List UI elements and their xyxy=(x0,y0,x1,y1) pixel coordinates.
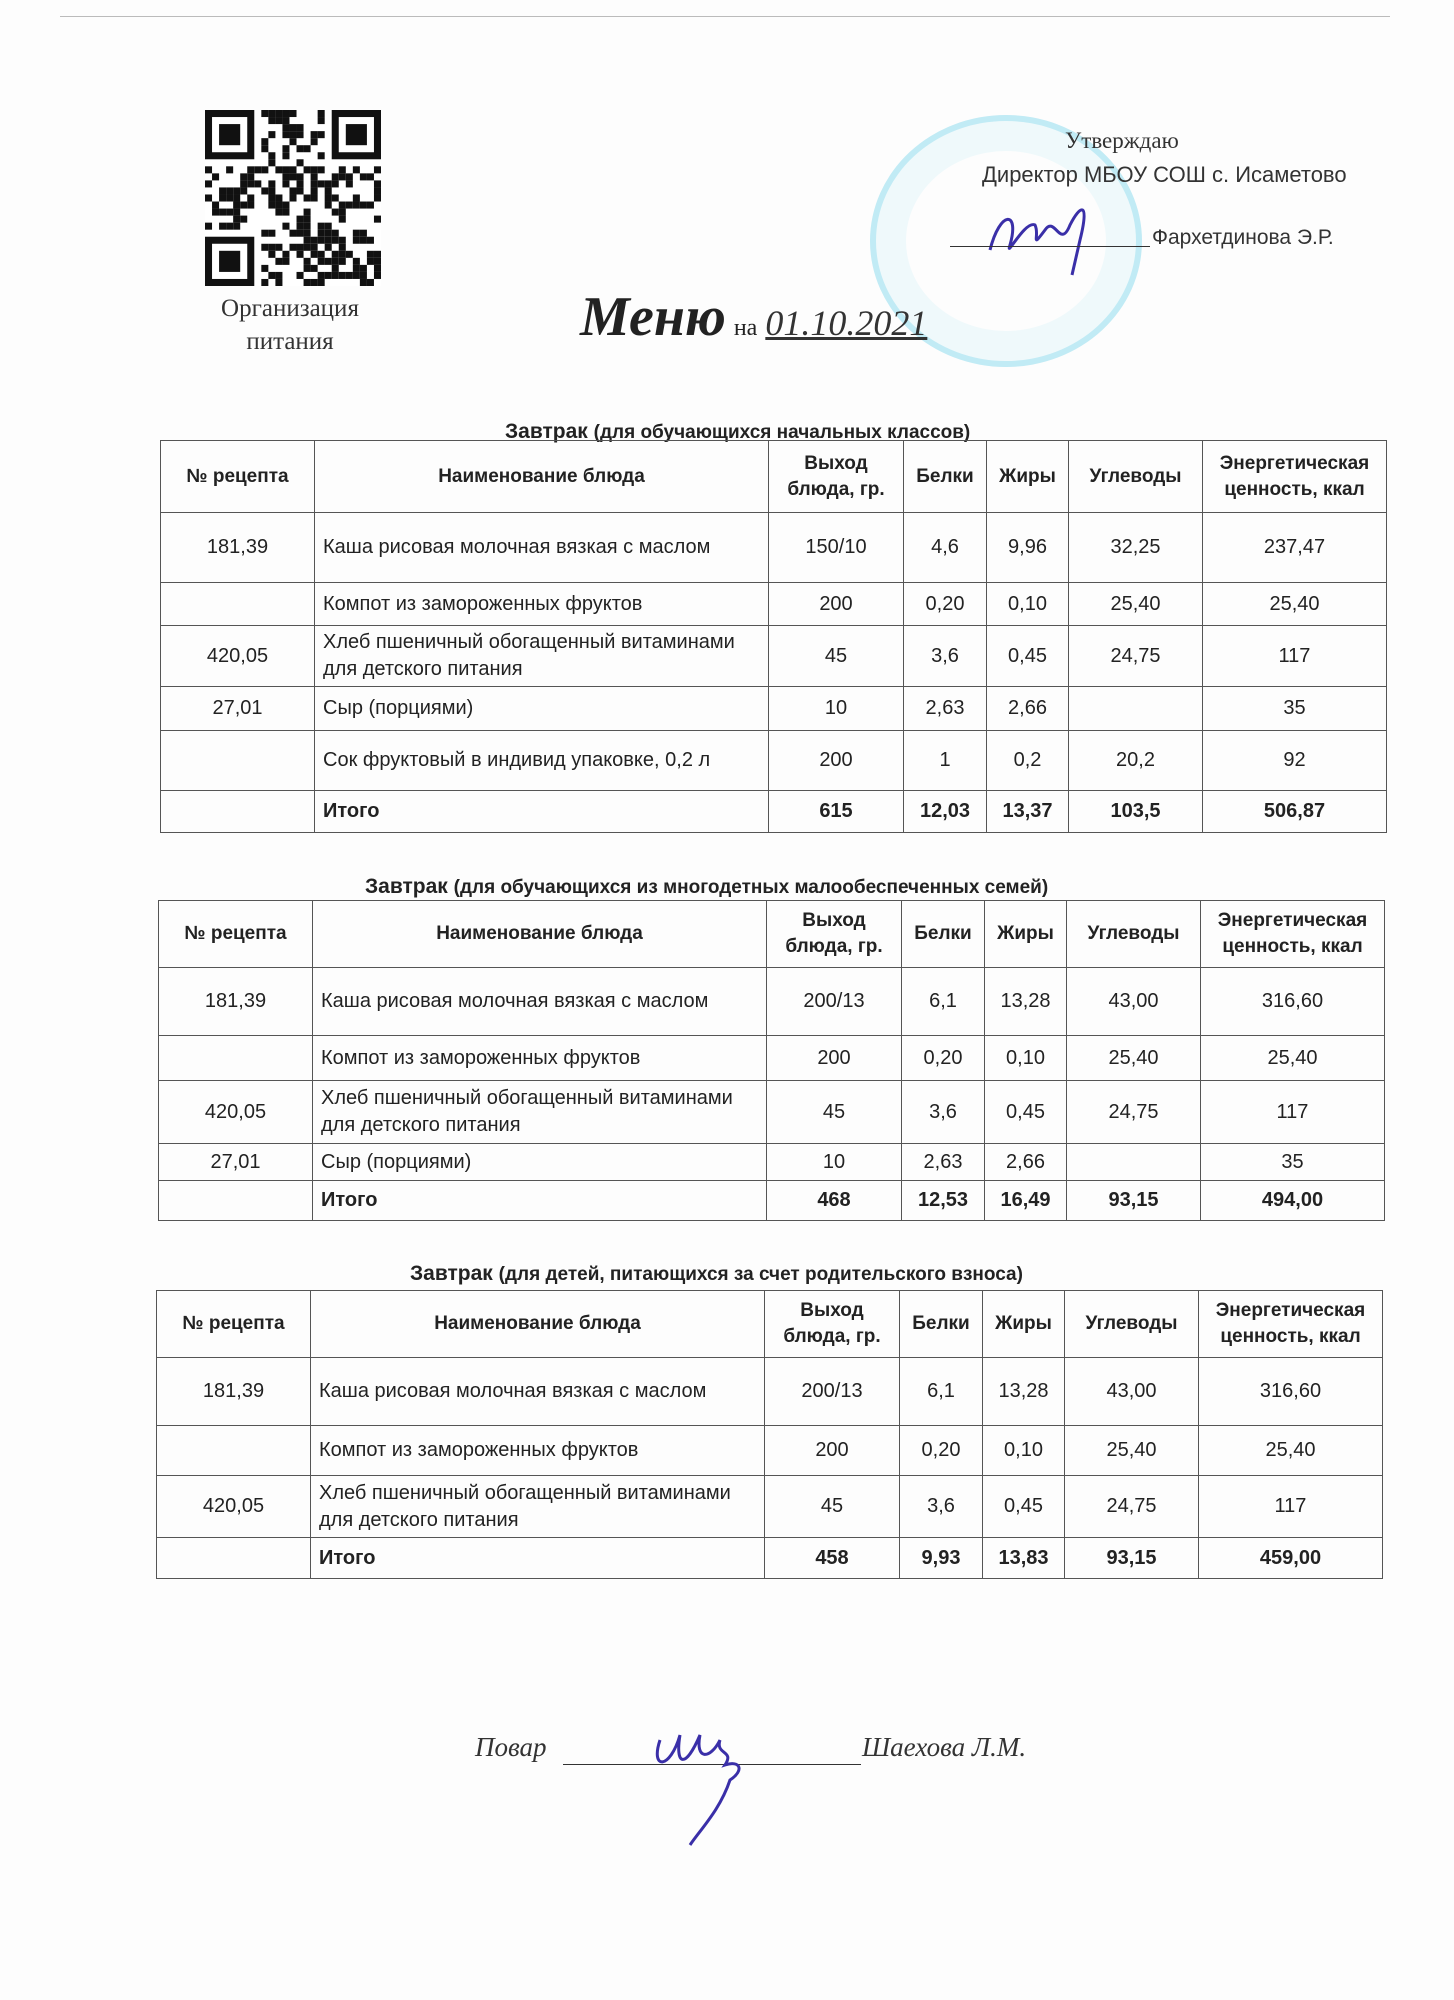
column-header: Энергетическая ценность, ккал xyxy=(1199,1291,1383,1358)
column-header: Белки xyxy=(902,901,985,968)
energy-kcal: 92 xyxy=(1203,731,1387,791)
column-header: Выход блюда, гр. xyxy=(765,1291,900,1358)
column-header: Углеводы xyxy=(1065,1291,1199,1358)
table-row xyxy=(161,583,1387,626)
portion-weight: 45 xyxy=(767,1081,902,1144)
column-header: Жиры xyxy=(985,901,1067,968)
portion-weight: 200 xyxy=(769,731,904,791)
column-header: Белки xyxy=(900,1291,983,1358)
dish-name: Сыр (порциями) xyxy=(313,1144,767,1181)
table-row xyxy=(157,1476,1383,1538)
column-header: № рецепта xyxy=(161,441,315,513)
dish-name: Каша рисовая молочная вязкая с маслом xyxy=(315,513,769,583)
recipe-number xyxy=(159,1036,313,1081)
energy-kcal: 25,40 xyxy=(1203,583,1387,626)
fats: 16,49 xyxy=(985,1181,1067,1221)
dish-name: Каша рисовая молочная вязкая с маслом xyxy=(311,1358,765,1426)
portion-weight: 458 xyxy=(765,1538,900,1579)
column-header: Белки xyxy=(904,441,987,513)
table-title-main: Завтрак xyxy=(365,875,448,898)
table-header-row xyxy=(161,441,1387,513)
table-header-row xyxy=(157,1291,1383,1358)
carbs: 93,15 xyxy=(1067,1181,1201,1221)
column-header: Наименование блюда xyxy=(311,1291,765,1358)
proteins: 9,93 xyxy=(900,1538,983,1579)
portion-weight: 45 xyxy=(769,626,904,687)
qr-code xyxy=(205,110,381,286)
dish-name: Хлеб пшеничный обогащенный витаминами для детского питания xyxy=(313,1081,767,1144)
carbs: 43,00 xyxy=(1065,1358,1199,1426)
table-row xyxy=(159,1144,1385,1181)
energy-kcal: 459,00 xyxy=(1199,1538,1383,1579)
portion-weight: 200 xyxy=(769,583,904,626)
column-header: Выход блюда, гр. xyxy=(769,441,904,513)
page-top-border xyxy=(60,16,1390,17)
carbs: 24,75 xyxy=(1067,1081,1201,1144)
fats: 0,45 xyxy=(987,626,1069,687)
energy-kcal: 506,87 xyxy=(1203,791,1387,833)
fats: 13,28 xyxy=(985,968,1067,1036)
title-on: на xyxy=(733,315,758,341)
column-header: Энергетическая ценность, ккал xyxy=(1201,901,1385,968)
column-header: Жиры xyxy=(987,441,1069,513)
proteins: 1 xyxy=(904,731,987,791)
carbs: 25,40 xyxy=(1067,1036,1201,1081)
proteins: 3,6 xyxy=(904,626,987,687)
energy-kcal: 316,60 xyxy=(1199,1358,1383,1426)
cook-signature xyxy=(640,1710,780,1850)
energy-kcal: 35 xyxy=(1203,687,1387,731)
column-header: № рецепта xyxy=(157,1291,311,1358)
proteins: 4,6 xyxy=(904,513,987,583)
director-title: Директор МБОУ СОШ с. Исаметово xyxy=(982,162,1347,187)
dish-name: Хлеб пшеничный обогащенный витаминами для детского питания xyxy=(311,1476,765,1538)
table-title xyxy=(410,1262,1023,1286)
proteins: 0,20 xyxy=(904,583,987,626)
fats: 0,10 xyxy=(983,1426,1065,1476)
dish-name: Каша рисовая молочная вязкая с маслом xyxy=(313,968,767,1036)
portion-weight: 615 xyxy=(769,791,904,833)
proteins: 12,03 xyxy=(904,791,987,833)
column-header: Жиры xyxy=(983,1291,1065,1358)
recipe-number xyxy=(157,1538,311,1579)
energy-kcal: 494,00 xyxy=(1201,1181,1385,1221)
table-row xyxy=(161,513,1387,583)
fats: 13,83 xyxy=(983,1538,1065,1579)
title-menu: Меню xyxy=(580,286,726,348)
fats: 2,66 xyxy=(985,1144,1067,1181)
table-title-main: Завтрак xyxy=(505,420,588,443)
carbs: 93,15 xyxy=(1065,1538,1199,1579)
dish-name: Итого xyxy=(311,1538,765,1579)
recipe-number xyxy=(161,583,315,626)
table-row xyxy=(161,731,1387,791)
carbs xyxy=(1067,1144,1201,1181)
carbs: 43,00 xyxy=(1067,968,1201,1036)
column-header: Энергетическая ценность, ккал xyxy=(1203,441,1387,513)
portion-weight: 200/13 xyxy=(765,1358,900,1426)
carbs: 24,75 xyxy=(1065,1476,1199,1538)
carbs: 24,75 xyxy=(1069,626,1203,687)
portion-weight: 468 xyxy=(767,1181,902,1221)
energy-kcal: 25,40 xyxy=(1201,1036,1385,1081)
carbs: 25,40 xyxy=(1069,583,1203,626)
menu-table xyxy=(156,1290,1383,1579)
recipe-number: 420,05 xyxy=(157,1476,311,1538)
proteins: 2,63 xyxy=(904,687,987,731)
dish-name: Компот из замороженных фруктов xyxy=(313,1036,767,1081)
dish-name: Сыр (порциями) xyxy=(315,687,769,731)
table-subtitle: (для детей, питающихся за счет родительского взноса) xyxy=(498,1264,1023,1285)
table-subtitle: (для обучающихся из многодетных малообеспеченных семей) xyxy=(453,877,1049,898)
director-name: Фархетдинова Э.Р. xyxy=(1152,226,1334,249)
fats: 2,66 xyxy=(987,687,1069,731)
total-row xyxy=(161,791,1387,833)
energy-kcal: 117 xyxy=(1203,626,1387,687)
portion-weight: 200 xyxy=(767,1036,902,1081)
proteins: 0,20 xyxy=(902,1036,985,1081)
org-label: Организация питания xyxy=(221,295,359,355)
proteins: 3,6 xyxy=(902,1081,985,1144)
dish-name: Итого xyxy=(313,1181,767,1221)
fats: 0,45 xyxy=(983,1476,1065,1538)
recipe-number: 420,05 xyxy=(161,626,315,687)
recipe-number: 181,39 xyxy=(157,1358,311,1426)
table-row xyxy=(157,1358,1383,1426)
proteins: 2,63 xyxy=(902,1144,985,1181)
dish-name: Компот из замороженных фруктов xyxy=(311,1426,765,1476)
cook-label: Повар xyxy=(475,1732,547,1762)
carbs: 25,40 xyxy=(1065,1426,1199,1476)
fats: 0,45 xyxy=(985,1081,1067,1144)
carbs: 32,25 xyxy=(1069,513,1203,583)
portion-weight: 200/13 xyxy=(767,968,902,1036)
portion-weight: 200 xyxy=(765,1426,900,1476)
total-row xyxy=(157,1538,1383,1579)
proteins: 6,1 xyxy=(900,1358,983,1426)
column-header: № рецепта xyxy=(159,901,313,968)
energy-kcal: 237,47 xyxy=(1203,513,1387,583)
portion-weight: 10 xyxy=(769,687,904,731)
proteins: 3,6 xyxy=(900,1476,983,1538)
energy-kcal: 25,40 xyxy=(1199,1426,1383,1476)
table-row xyxy=(161,687,1387,731)
page-title xyxy=(580,285,927,349)
carbs: 20,2 xyxy=(1069,731,1203,791)
dish-name: Хлеб пшеничный обогащенный витаминами для детского питания xyxy=(315,626,769,687)
column-header: Выход блюда, гр. xyxy=(767,901,902,968)
recipe-number: 181,39 xyxy=(159,968,313,1036)
column-header: Наименование блюда xyxy=(315,441,769,513)
proteins: 0,20 xyxy=(900,1426,983,1476)
fats: 13,28 xyxy=(983,1358,1065,1426)
fats: 13,37 xyxy=(987,791,1069,833)
recipe-number: 27,01 xyxy=(159,1144,313,1181)
column-header: Углеводы xyxy=(1069,441,1203,513)
menu-date: 01.10.2021 xyxy=(765,303,928,343)
energy-kcal: 117 xyxy=(1201,1081,1385,1144)
energy-kcal: 316,60 xyxy=(1201,968,1385,1036)
table-title xyxy=(365,875,1048,899)
table-row xyxy=(159,1081,1385,1144)
table-row xyxy=(161,626,1387,687)
menu-table xyxy=(158,900,1385,1221)
dish-name: Сок фруктовый в индивид упаковке, 0,2 л xyxy=(315,731,769,791)
proteins: 12,53 xyxy=(902,1181,985,1221)
column-header: Углеводы xyxy=(1067,901,1201,968)
table-row xyxy=(159,1036,1385,1081)
recipe-number xyxy=(161,731,315,791)
portion-weight: 150/10 xyxy=(769,513,904,583)
table-title-main: Завтрак xyxy=(410,1262,493,1285)
energy-kcal: 35 xyxy=(1201,1144,1385,1181)
column-header: Наименование блюда xyxy=(313,901,767,968)
table-subtitle: (для обучающихся начальных классов) xyxy=(593,422,971,443)
table-header-row xyxy=(159,901,1385,968)
dish-name: Итого xyxy=(315,791,769,833)
recipe-number xyxy=(161,791,315,833)
recipe-number xyxy=(157,1426,311,1476)
cook-name: Шаехова Л.М. xyxy=(862,1732,1027,1762)
recipe-number xyxy=(159,1181,313,1221)
energy-kcal: 117 xyxy=(1199,1476,1383,1538)
dish-name: Компот из замороженных фруктов xyxy=(315,583,769,626)
menu-table xyxy=(160,440,1387,833)
recipe-number: 181,39 xyxy=(161,513,315,583)
table-row xyxy=(157,1426,1383,1476)
director-signature-line xyxy=(950,246,1150,247)
portion-weight: 10 xyxy=(767,1144,902,1181)
proteins: 6,1 xyxy=(902,968,985,1036)
table-row xyxy=(159,968,1385,1036)
carbs: 103,5 xyxy=(1069,791,1203,833)
carbs xyxy=(1069,687,1203,731)
recipe-number: 420,05 xyxy=(159,1081,313,1144)
recipe-number: 27,01 xyxy=(161,687,315,731)
fats: 0,10 xyxy=(985,1036,1067,1081)
fats: 9,96 xyxy=(987,513,1069,583)
total-row xyxy=(159,1181,1385,1221)
approve-label: Утверждаю xyxy=(1065,128,1179,153)
portion-weight: 45 xyxy=(765,1476,900,1538)
director-signature xyxy=(980,190,1110,280)
fats: 0,2 xyxy=(987,731,1069,791)
fats: 0,10 xyxy=(987,583,1069,626)
